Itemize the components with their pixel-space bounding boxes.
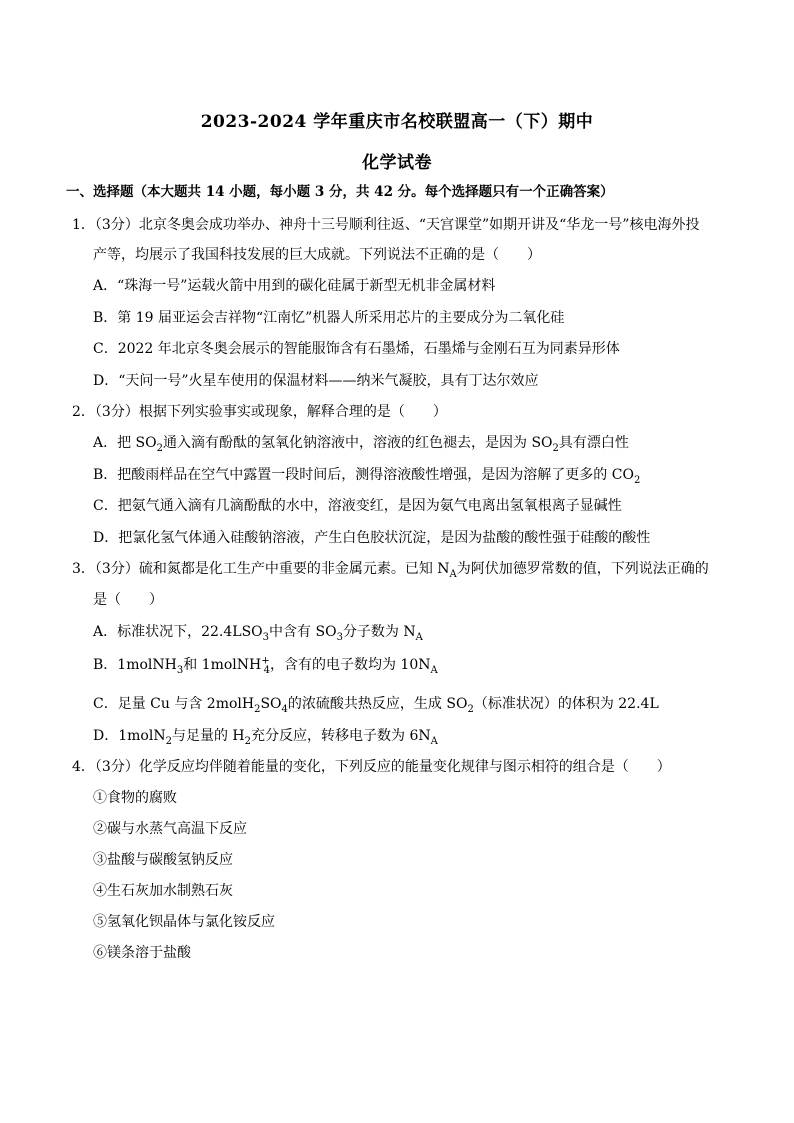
q3-option-c: C．足量 Cu 与含 $2molH_2SO_4$的浓硫酸共热反应，生成 $SO_2$（标准状况）的体积为 22.4L bbox=[93, 696, 659, 715]
q2-stem: 2．（3分）根据下列实验事实或现象，解释合理的是（ ） bbox=[72, 404, 447, 420]
q4-item: ①食物的腐败 bbox=[93, 790, 177, 806]
q3-stem-line2: 是（ ） bbox=[93, 592, 163, 608]
q2-option-a: A．把 $SO_2$通入滴有酚酞的氢氧化钠溶液中，溶液的红色褪去，是因为 $SO_2$具有漂白性 bbox=[93, 435, 629, 454]
q3-option-b: B．1molNH$_3$和 1molNH+$_4$，含有的电子数均为 $10N_A$ bbox=[93, 655, 438, 676]
q2-option-d: D．把氯化氢气体通入硅酸钠溶液，产生白色胶状沉淀，是因为盐酸的酸性强于硅酸的酸性 bbox=[93, 530, 651, 546]
page-title: 2023-2024 学年重庆市名校联盟高一（下）期中 bbox=[200, 112, 594, 132]
q2-option-b: B．把酸雨样品在空气中露置一段时间后，测得溶液酸性增强，是因为溶解了更多的 $CO_2$ bbox=[93, 467, 641, 486]
q3-option-a: A．标准状况下，$22.4LSO_3$中含有 $SO_3$分子数为 $N_A$ bbox=[93, 624, 423, 643]
q1-option-d: D．“天问一号”火星车使用的保温材料——纳米气凝胶，具有丁达尔效应 bbox=[93, 373, 539, 389]
q4-item: ②碳与水蒸气高温下反应 bbox=[93, 821, 247, 837]
section-heading: 一、选择题（本大题共 14 小题，每小题 3 分，共 42 分。每个选择题只有一个正确答案） bbox=[66, 184, 614, 200]
q4-item: ⑤氢氧化钡晶体与氯化铵反应 bbox=[93, 914, 275, 930]
q4-item: ④生石灰加水制熟石灰 bbox=[93, 883, 233, 899]
q1-option-a: A．“珠海一号”运载火箭中用到的碳化硅属于新型无机非金属材料 bbox=[93, 278, 496, 294]
q4-item: ⑥镁条溶于盐酸 bbox=[93, 945, 191, 961]
q3-option-d: D．1molN$_2$与足量的 $H_2$充分反应，转移电子数为 $6N_A$ bbox=[93, 728, 438, 747]
q3-stem-line1: 3．（3分）硫和氮都是化工生产中重要的非金属元素。已知 $N_A$为阿伏加德罗常数的值，下列说法正确的 bbox=[72, 561, 709, 580]
q2-option-c: C．把氨气通入滴有几滴酚酞的水中，溶液变红，是因为氨气电离出氢氧根离子显碱性 bbox=[93, 498, 622, 514]
q4-stem: 4．（3分）化学反应均伴随着能量的变化，下列反应的能量变化规律与图示相符的组合是（ ） bbox=[72, 759, 671, 775]
page-subtitle: 化学试卷 bbox=[362, 153, 432, 173]
q4-item: ③盐酸与碳酸氢钠反应 bbox=[93, 852, 233, 868]
q1-option-b: B．第 19 届亚运会吉祥物“江南忆”机器人所采用芯片的主要成分为二氧化硅 bbox=[93, 310, 565, 326]
q1-option-c: C．2022 年北京冬奥会展示的智能服饰含有石墨烯，石墨烯与金刚石互为同素异形体 bbox=[93, 341, 620, 357]
q1-stem-line2: 产等，均展示了我国科技发展的巨大成就。下列说法不正确的是（ ） bbox=[93, 247, 541, 263]
q1-stem-line1: 1．（3分）北京冬奥会成功举办、神舟十三号顺利往返、“天宫课堂”如期开讲及“华龙一号”核电海外投 bbox=[72, 217, 700, 233]
